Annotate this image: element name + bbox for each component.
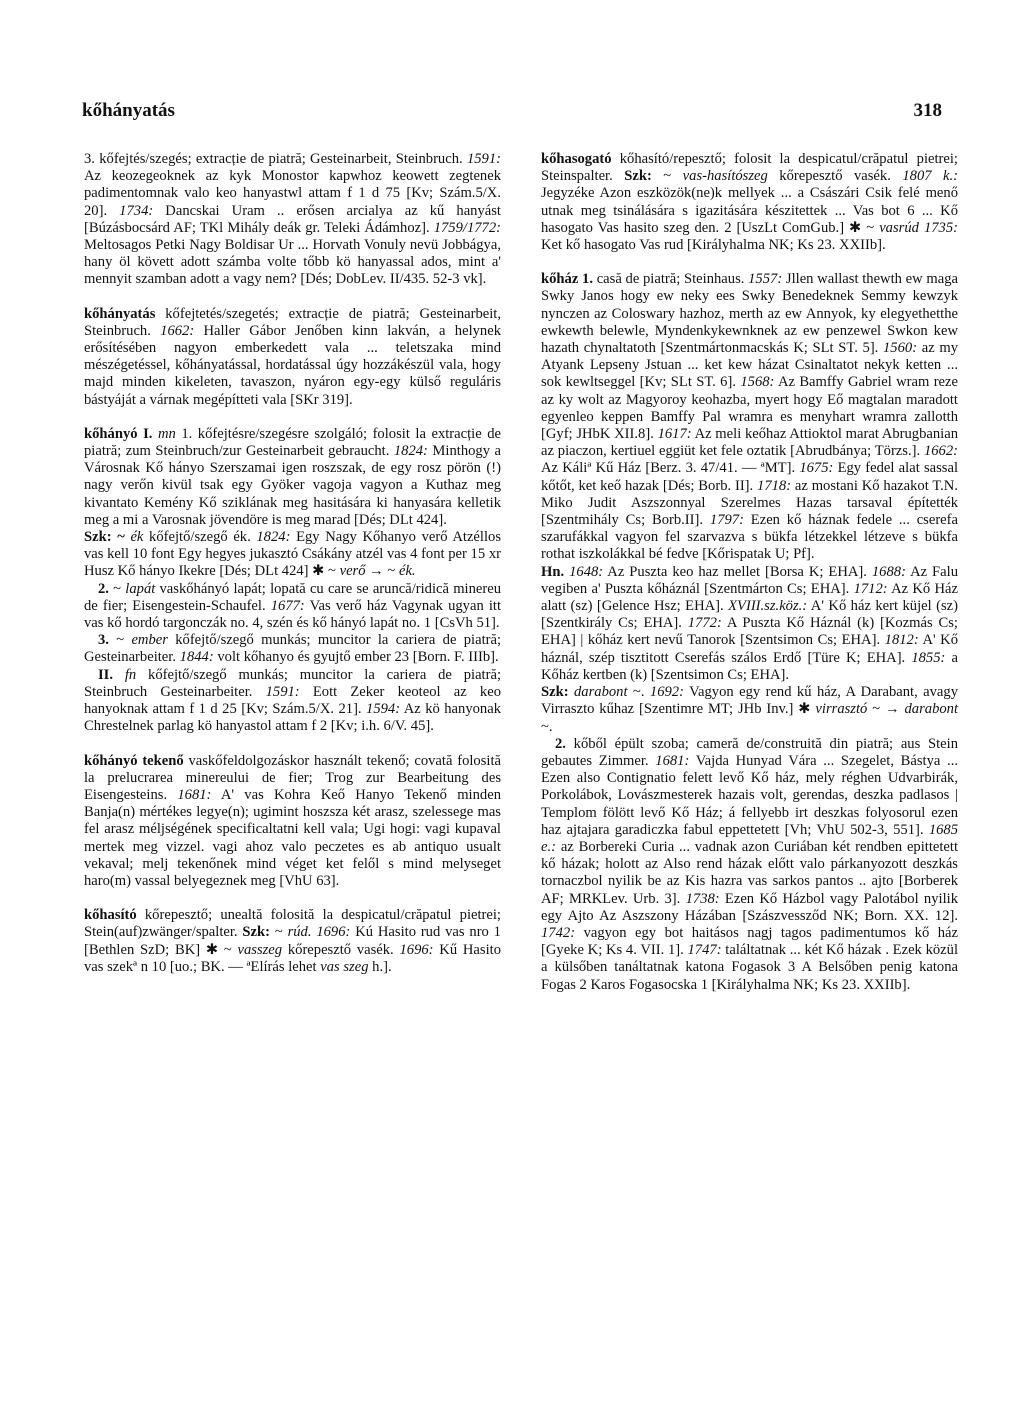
entry-text: Meltosagos Petki Nagy Boldisar Ur ... Horvath Vonuly nevü Jobbágya, hany öl követt adott számba volte tőbb kö hanyassal ados, mint a' mennyit szamban adott a vagy nem? [Dés; DobLev. II/435. 52-3 vk]. xyxy=(84,237,501,288)
entry-text: az Borbereki Curia ... vadnak azon Curiában két rendben epittetett kő házak; holott az Also rend házak előtt valo párkanyozott deszkás tornaczbol nyilik be az Kis hazra vas sarkos pantos .. ajto [Borberek AF; MRKLev. Urb. 3]. xyxy=(541,838,958,907)
entry-citation: 1759/1772: xyxy=(433,219,501,236)
entry-text: Az Puszta keo haz mellet [Borsa K; EHA]. xyxy=(603,563,872,580)
dictionary-entry xyxy=(541,736,958,994)
entry-citation: 1824: xyxy=(393,443,428,460)
page-number: 318 xyxy=(913,100,942,121)
entry-text: volt kőhanyo és gyujtő ember 23 [Born. F. IIIb]. xyxy=(213,649,499,666)
entry-text: Az meli keőhaz Attioktol marat Abrugbanian az piaczon, kertiuel eggiüt ket fele oztatik [Abrudbánya; Törzs.]. xyxy=(541,426,958,460)
entry-citation: fn xyxy=(124,666,137,683)
entry-text: Az kö hanyonak Chrestelnek parlag kö hanyastol attam f 2 [Kv; i.h. 6/V. 45]. xyxy=(84,701,501,735)
entry-text: A' vas Kohra Keő Hanyo Tekenő minden Banja(n) mértékes legye(n); ugimint hoszsza két arasz, szelessege mas fel arasz méljségének specificaltatni kell vala; Ugi hogi: vagi kupaval mertek meg vizzel. vagi ahoz valo peczetes es ab antiquo usualt vekaval; melj tekenőnek mind véget ket felől s mind melyseget haro(m) vassal belyegeznek meg [VhU 63]. xyxy=(84,786,501,889)
entry-term: 2. xyxy=(555,735,574,752)
entry-citation: 1662: xyxy=(160,322,195,339)
entry-text: A Puszta Kő Háznál (k) [Kozmás Cs; EHA] | kőház kert nevű Tanorok [Szentsimon Cs; EHA]. xyxy=(541,615,958,649)
entry-citation: 1617: xyxy=(657,426,692,443)
entry-text: Eott Zeker keoteol az keo hanyoknak attam f 1 d 25 [Kv; Szám.5/X. 21]. xyxy=(84,683,501,718)
entry-text: Az Káliª Kű Ház [Berz. 3. 47/41. — ªMT]. xyxy=(541,460,800,477)
entry-citation: 1568: xyxy=(740,374,775,391)
entry-citation: 1591: xyxy=(466,151,501,167)
entry-citation: mn xyxy=(157,425,176,442)
entry-text: ~ → xyxy=(867,701,905,718)
entry-citation: ék. xyxy=(398,563,416,580)
entry-citation: 1734: xyxy=(119,202,154,219)
dictionary-entry xyxy=(541,564,958,684)
entry-text: Az Falu vegiben a' Puszta kőháznál [Szentmárton Cs; EHA]. xyxy=(541,563,959,597)
entry-citation: 1718: xyxy=(757,477,792,494)
dictionary-entry xyxy=(541,684,958,736)
entry-citation: 1557: xyxy=(748,271,783,288)
entry-text: Vagyon egy rend kű ház, A Darabant, avagy Virraszto kűhaz [Szentimre MT; JHb Inv.] ✱ xyxy=(541,684,958,718)
running-headword: kőhányatás xyxy=(82,100,175,121)
entry-citation: 1560: xyxy=(883,340,918,357)
entry-citation: ék xyxy=(130,529,144,546)
entry-term: kőház xyxy=(541,271,579,288)
entry-text: A' Kő ház kert küjel (sz) [Szentkirály Cs; EHA]. xyxy=(541,598,958,632)
entry-citation: 1824: xyxy=(256,529,291,546)
entry-term: II. xyxy=(98,666,125,683)
entry-citation: 1797: xyxy=(709,512,744,529)
entry-text: Ket kő hasogato Vas rud [Királyhalma NK; Ks 23. XXIIb]. xyxy=(541,237,886,254)
dictionary-entry xyxy=(84,632,501,666)
entry-citation: vasrúd xyxy=(879,219,919,236)
entry-term: Szk: xyxy=(84,529,112,546)
entry-text: kőrepesztő vasék. xyxy=(767,168,903,185)
entry-citation: verő xyxy=(339,563,366,580)
entry-citation: 1696: xyxy=(399,941,434,958)
entry-citation: XVIII.sz.köz.: xyxy=(728,598,808,615)
entry-citation: 1648: xyxy=(569,563,604,580)
entry-term: 1. xyxy=(582,271,593,288)
entry-text: → ~ xyxy=(365,563,399,580)
entry-text: ~. xyxy=(627,684,650,701)
dictionary-entry xyxy=(84,529,501,581)
entry-term: kőhányatás xyxy=(84,305,156,322)
entry-text: 1. kőfejtésre/szegésre szolgáló; folosit la extracție de piatră; zum Steinbruch/zur Gesteinarbeit gebraucht. xyxy=(84,425,502,460)
entry-term: kőhányó tekenő xyxy=(84,752,184,769)
entry-text: kőfejtetés/szegetés; extracție de piatră; Gesteinarbeit, Steinbruch. xyxy=(84,305,501,339)
entry-text: ~ xyxy=(113,580,126,597)
entry-term: ~ xyxy=(111,529,131,546)
entry-text: Az keozegeoknek az kyk Monostor kapwhoz keowett zegtenek padimentomnak valo keo hanyastwl attam f 1 d 75 [Kv; Szám.5/X. 20]. xyxy=(84,168,501,219)
entry-citation: 1844: xyxy=(179,649,214,666)
entry-citation: vasszeg xyxy=(237,941,283,958)
entry-text: Kű Hasito vas szekª n 10 [uo.; BK. — ªElírás lehet xyxy=(84,941,501,975)
entry-term: kőhasogató xyxy=(541,151,612,167)
entry-text: az mostani Kő hazakot T.N. Miko Judit Aszszonnyal Szerelmes Hazas tarsaval építették [Szentmihály Cs; Borb.II]. xyxy=(541,477,958,529)
entry-text: Jegyzéke Azon eszközök(ne)k mellyek ... a Császári Csik felé menő utnak meg tsinálására s igazitására készitettek ... Vas bot 6 ... Kő hasogato Vas hasito szeg den. 2 [UszLt ComGub.] ✱ ~ xyxy=(541,185,958,236)
entry-citation: darabont xyxy=(904,701,959,718)
entry-text: Minthogy a Városnak Kő hányo Szerszamai igen roszszak, de egy rosz pörön (!) nagy verőn kivül tsak egy Gyöker vagoja vagyon a Kuthaz meg kivantato Kemény Kő sziklának meg hasitására ki hanyasára kelletik meg a mi a Varosnak jövendöre is meg marad [Dés; DLt 424]. xyxy=(84,443,501,528)
entry-citation: darabont xyxy=(574,684,628,701)
entry-citation: virrasztó xyxy=(815,701,868,718)
entry-text: a Kőház kertben (k) [Szentsimon Cs; EHA]. xyxy=(541,649,958,683)
dictionary-entry xyxy=(84,581,501,633)
entry-citation: 1712: xyxy=(853,580,888,597)
right-column xyxy=(541,151,958,994)
entry-citation: 1812: xyxy=(884,632,919,649)
entry-term: Szk: xyxy=(541,684,569,701)
dictionary-entry xyxy=(84,907,501,976)
entry-citation: 1675: xyxy=(799,460,834,477)
left-column xyxy=(84,151,501,976)
entry-citation: 1677: xyxy=(270,597,305,614)
entry-citation: vas szeg xyxy=(320,958,369,975)
entry-citation: 1807 k.: xyxy=(902,168,958,185)
entry-text: kőfejtő/szegő munkás; muncitor la cariera de piatră; Gesteinarbeiter. xyxy=(84,632,502,666)
entry-text: Vas verő ház Vagynak ugyan itt vas kő hordó targonczák no. 4, szén és kő hányó lapát no. 1 [CsVh 51]. xyxy=(84,597,502,632)
entry-text: kőrepesztő; unealtă folosită la despicatul/crăpatul pietrei; Stein(auf)zwänger/spalter. xyxy=(84,907,501,941)
entry-text: h.]. xyxy=(368,958,392,975)
entry-citation: 1681: xyxy=(655,752,690,769)
entry-text: 3. kőfejtés/szegés; extracție de piatră; Gesteinarbeit, Steinbruch. xyxy=(84,151,467,167)
entry-text: Egy Nagy Kőhanyo verő Atzéllos vas kell 10 font Egy hegyes jukasztó Csákány atzél vas 4 font per 15 xr Husz Kő hányo Ikekre [Dés; DLt 424] ✱ ~ xyxy=(84,529,501,580)
entry-text: ~ xyxy=(116,632,132,649)
entry-text: Dancskai Uram .. erősen arcialya az kű hanyást [Búzásbocsárd AF; TKl Mihály deák gr. Teleki Ádámhoz]. xyxy=(84,202,501,236)
entry-citation: 1772: xyxy=(687,615,722,632)
entry-text: ~ xyxy=(651,168,683,185)
entry-citation: 1685 e.: xyxy=(541,821,958,855)
entry-text: ~. xyxy=(541,718,553,735)
entry-term: Szk: xyxy=(624,168,652,185)
entry-text: Ezen kő háznak fedele ... cserefa szarufákkal vagyon fel szarvazva s bükfa létzekkel létzeve s bükfa rothat iszkolákkal bé fedve [Kőrispatak U; Pf]. xyxy=(541,512,959,563)
entry-text: Jllen wallast thewth ew maga Swky Janos hogy ew neky ees Swky Benedeknek Semmy kewzyk nynczen az Coloswary hazhoz, merth az ew Annyok, ky elegyethetthe ewkewth belewle, Myndenkykewnknek az ew penzewel Swkon kew hazath chynaltatoth [Szentmártonmacskás K; SLt ST. 5]. xyxy=(541,271,958,357)
entry-text: vaskőhányó lapát; lopată cu care se aruncă/ridică minereu de fier; Eisengestein-Schaufel. xyxy=(84,580,502,614)
entry-citation: ember xyxy=(131,632,168,649)
entry-text: az my Atyank Lepseny Jstuan ... ket kew házat Csinaltatot nekyk ketten ... sok kewltseggel [Kv; SLt ST. 6]. xyxy=(541,340,958,391)
entry-citation: 1747: xyxy=(687,942,722,959)
dictionary-entry xyxy=(84,426,501,529)
entry-citation: rúd. xyxy=(287,924,312,941)
entry-term: 3. xyxy=(98,632,117,649)
entry-text: kőfejtő/szegő ék. xyxy=(143,529,257,546)
dictionary-entry xyxy=(84,667,501,736)
entry-text: casă de piatră; Steinhaus. xyxy=(592,271,749,288)
entry-term: Szk: xyxy=(242,924,270,941)
entry-text: kőből épült szoba; cameră de/construită din piatră; aus Stein gebautes Zimmer. xyxy=(541,735,958,769)
entry-citation: lapát xyxy=(125,580,156,597)
entry-text: vaskőfeldolgozáskor használt tekenő; covată folosită la prelucrarea minereului de fier; Trog zur Bearbeitung des Eisengesteins. xyxy=(84,752,501,803)
entry-citation: vas-hasítószeg xyxy=(682,168,768,185)
entry-text: kőfejtő/szegő munkás; muncitor la cariera de piatră; Steinbruch Gesteinarbeiter. xyxy=(84,666,501,700)
entry-citation: 1738: xyxy=(685,890,720,907)
dictionary-entry xyxy=(84,753,501,891)
entry-citation: 1688: xyxy=(871,563,906,580)
entry-text: vagyon egy bot haitásos nagj tagos padimentumos kő ház [Gyeke K; Ks 4. VII. 1]. xyxy=(541,924,958,959)
entry-text: találtatnak ... két Kő házak . Ezek közül a külsőben tanáltatnak katona Fogasok 3 A Belsőben penig katona Fogas 2 Karos Fogasocska 1 [Királyhalma NK; Ks 23. XXIIb]. xyxy=(541,942,958,993)
entry-text: kőrepesztő vasék. xyxy=(282,941,400,958)
entry-text: kőhasító/repesztő; folosit la despicatul/crăpatul pietrei; Steinspalter. xyxy=(541,151,958,185)
entry-text: Kú Hasito rud vas nro 1 [Bethlen SzD; BK] ✱ ~ xyxy=(84,924,501,958)
entry-text: Az Kő Ház alatt (sz) [Gelence Hsz; EHA]. xyxy=(541,580,958,615)
entry-citation: 1594: xyxy=(366,701,401,718)
entry-term: 2. xyxy=(98,580,114,597)
entry-citation: 1681: xyxy=(177,786,212,803)
entry-citation: 1692: xyxy=(649,684,684,701)
entry-citation: 1735: xyxy=(923,219,959,236)
entry-term: kőhányó I. xyxy=(84,425,153,442)
entry-term: kőhasító xyxy=(84,907,137,924)
entry-citation: 1742: xyxy=(541,924,576,941)
entry-text: Egy fedel alat sassal kőtőt, ket keő hazak [Dés; Borb. II]. xyxy=(541,460,958,494)
entry-text: ~ xyxy=(270,924,288,941)
dictionary-entry xyxy=(84,306,501,409)
entry-text: Haller Gábor Jenőben kinn lakván, a helynek erősítésében nagyon emberkedett vala ... teletszaka mind mészégetéssel, kőhányatással, hordatással úgy hozzákészül vala, hogy majd minden kikeleten, tavaszon, nyáron egy-egy külső reguláris bástyáját a várnak megépítteti vala [SKr 319]. xyxy=(84,322,502,408)
entry-term: Hn. xyxy=(541,563,565,580)
entry-text: A' Kő háznál, szép tisztitott Cserefás szálos Erdő [Türe K; EHA]. xyxy=(541,632,958,666)
dictionary-entry xyxy=(541,151,958,254)
entry-text: Az Bamffy Gabriel wram reze az ky wolt az Magyoroy keohazba, myert hogy Eő magtalan maradott egyenleo keppen Bamffy Pal wramra es menyhart wramra zallotth [Gyf; JHbK XII.8]. xyxy=(541,374,958,443)
entry-citation: 1855: xyxy=(911,649,946,666)
entry-text: Ezen Kő Házbol vagy Palotábol nyilik egy Ajto Az Aszszony Házában [Szászvessződ NK; Born. XX. 12]. xyxy=(541,890,958,924)
dictionary-entry xyxy=(84,151,501,289)
entry-text: Vajda Hunyad Vára ... Szegelet, Bástya ... Ezen also Contignatio felett levő Kő ház, mely réghen Udvarbirák, Porkolábok, Lovászmesterek hazais volt, gerendas, deszka padlasos | Templom fölött levő Kő Ház; á fellyebb irt deszkas folyosorul ezen haz ajtajara garadiczka fabul eppettetett [Vh; VhU 502-3, 551]. xyxy=(541,752,958,838)
entry-citation: 1662: xyxy=(923,443,958,460)
running-header xyxy=(82,100,942,130)
entry-citation: 1591: xyxy=(265,683,300,700)
entry-citation: 1696: xyxy=(316,924,351,941)
dictionary-entry xyxy=(541,271,958,563)
